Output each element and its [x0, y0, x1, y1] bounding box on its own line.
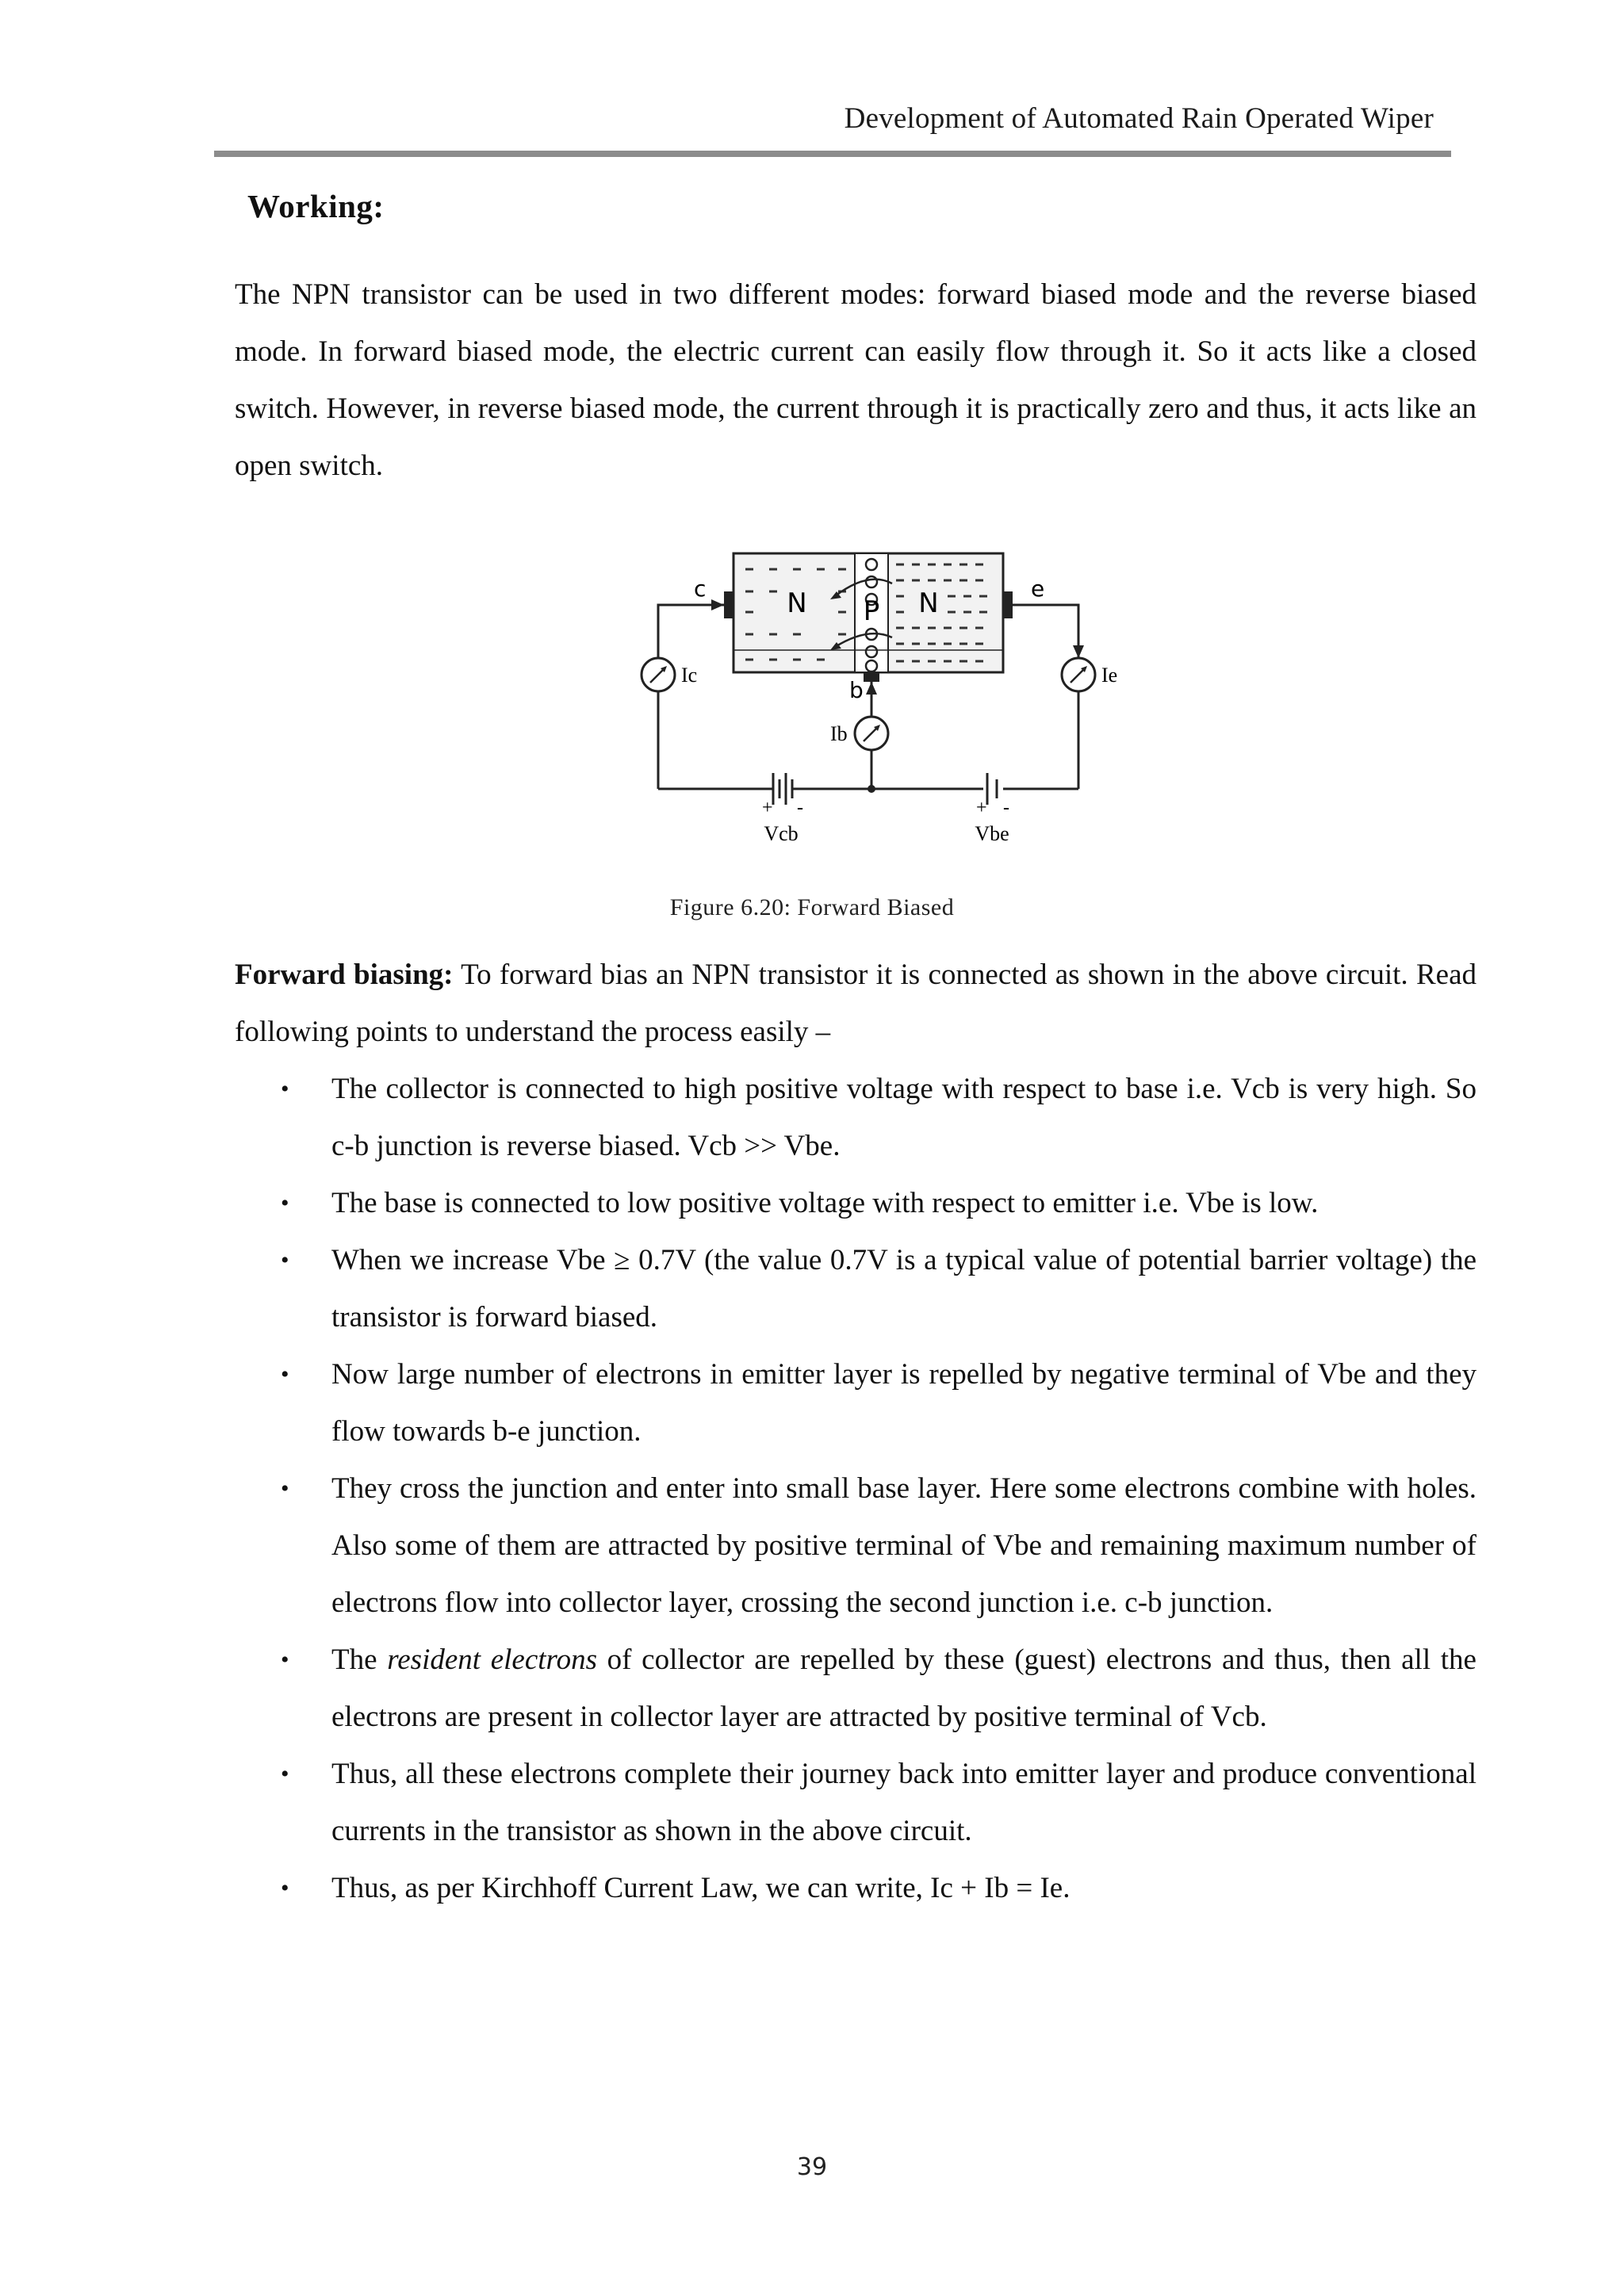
- vcb-battery: [773, 773, 792, 805]
- bullet-icon: •: [281, 1875, 289, 1901]
- list-item-text: The collector is connected to high positive voltage with respect to base i.e. Vcb is very high. So c-b junction is reverse biased. Vcb >> Vbe.: [331, 1073, 1477, 1162]
- vcb-minus: -: [797, 798, 803, 818]
- bullet-icon: •: [281, 1361, 289, 1387]
- list-item: [235, 1346, 1477, 1460]
- list-item-text: The base is connected to low positive voltage with respect to emitter i.e. Vbe is low.: [331, 1187, 1319, 1219]
- ib-meter: [855, 717, 888, 750]
- ib-label: Ib: [830, 722, 848, 745]
- collector-contact: [724, 591, 733, 618]
- ie-label: Ie: [1101, 664, 1118, 687]
- region-label: N: [787, 587, 807, 619]
- header-rule: [214, 151, 1451, 157]
- bullet-icon: •: [281, 1475, 289, 1502]
- region-label: P: [863, 595, 880, 627]
- emphasis-text: resident electrons: [387, 1644, 597, 1676]
- bullet-icon: •: [281, 1761, 289, 1787]
- list-item-text: They cross the junction and enter into small base layer. Here some electrons combine with holes. Also some of them are attracted by positive terminal of Vbe and remaining maximum number of electrons flow into collector layer, crossing the second junction i.e. c-b junction.: [331, 1472, 1477, 1619]
- transistor-circuit-diagram: [630, 539, 1146, 864]
- region-label: N: [918, 587, 939, 619]
- collector-label: c: [694, 576, 707, 602]
- list-item: [235, 1232, 1477, 1346]
- vbe-plus: +: [976, 798, 987, 818]
- list-item-text: Now large number of electrons in emitter layer is repelled by negative terminal of Vbe and they flow towards b-e junction.: [331, 1358, 1477, 1448]
- collector-wire: [658, 605, 724, 658]
- list-item: [235, 1860, 1477, 1917]
- list-item-text: When we increase Vbe ≥ 0.7V (the value 0.7V is a typical value of potential barrier voltage) the transistor is forward biased.: [331, 1244, 1477, 1334]
- list-item-text-post: of collector are repelled by these (guest) electrons and thus, then all the electrons are present in collector layer are attracted by positive terminal of Vcb.: [331, 1644, 1477, 1733]
- running-header: Development of Automated Rain Operated Wiper: [844, 102, 1434, 135]
- section-heading: Working:: [247, 188, 385, 224]
- list-item-text-pre: The: [331, 1644, 388, 1676]
- base-contact: [864, 672, 879, 682]
- vcb-label: Vcb: [764, 822, 799, 845]
- bullet-icon: •: [281, 1647, 289, 1673]
- ic-label: Ic: [681, 664, 698, 687]
- page-number: 39: [796, 2153, 828, 2181]
- vbe-label: Vbe: [975, 822, 1009, 845]
- intro-paragraph: The NPN transistor can be used in two different modes: forward biased mode and the reverse biased mode. In forward biased mode, the electric current can easily flow through it. So it acts like a closed switch. However, in reverse biased mode, the current through it is practically zero and thus, it acts like an open switch.: [235, 278, 1477, 482]
- forward-biasing-text: To forward bias an NPN transistor it is connected as shown in the above circuit. Read following points to understand the process easily –: [235, 959, 1477, 1048]
- list-item: [235, 1746, 1477, 1860]
- npn-forward-bias-figure: [630, 539, 1146, 864]
- vcb-plus: +: [762, 798, 773, 818]
- ic-meter: [642, 658, 675, 691]
- figure-caption: Figure 6.20: Forward Biased: [669, 894, 955, 920]
- list-item: [235, 1061, 1477, 1175]
- emitter-label: e: [1031, 576, 1045, 602]
- emitter-contact: [1003, 591, 1013, 618]
- emitter-wire: [1013, 605, 1078, 658]
- process-bullet-list: [235, 1061, 1477, 1917]
- list-item: [235, 1632, 1477, 1746]
- list-item: [235, 1460, 1477, 1632]
- list-item-text: Thus, as per Kirchhoff Current Law, we can write, Ic + Ib = Ie.: [331, 1872, 1071, 1904]
- ie-meter: [1062, 658, 1095, 691]
- list-item: [235, 1175, 1477, 1232]
- list-item-text: Thus, all these electrons complete their journey back into emitter layer and produce conventional currents in the transistor as shown in the above circuit.: [331, 1758, 1477, 1847]
- vbe-battery: [987, 773, 997, 805]
- bullet-icon: •: [281, 1247, 289, 1273]
- base-label: b: [849, 677, 864, 703]
- forward-biasing-paragraph: [235, 947, 1477, 1061]
- bullet-icon: •: [281, 1190, 289, 1216]
- vbe-minus: -: [1003, 798, 1009, 818]
- forward-biasing-lead: Forward biasing:: [235, 959, 454, 991]
- bullet-icon: •: [281, 1076, 289, 1102]
